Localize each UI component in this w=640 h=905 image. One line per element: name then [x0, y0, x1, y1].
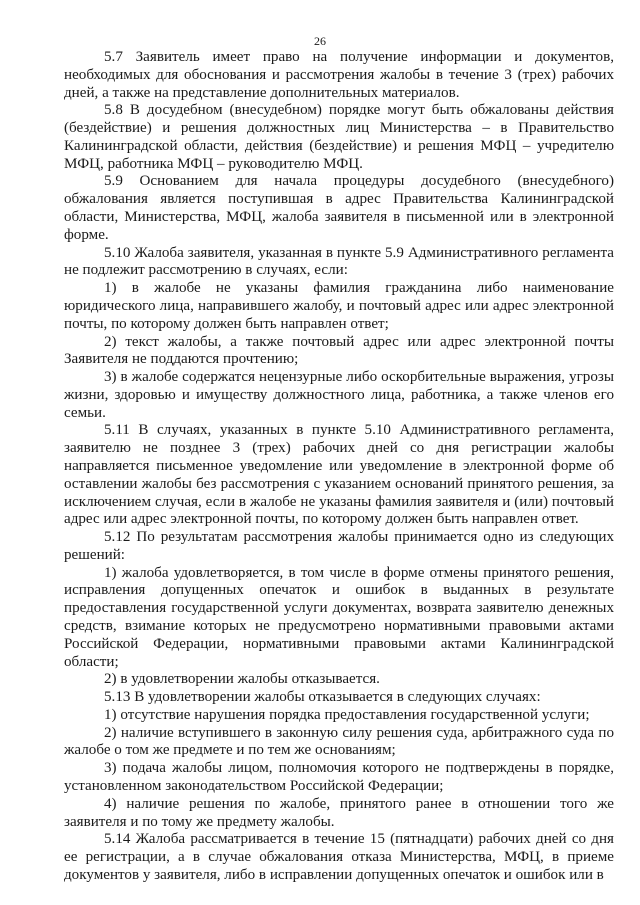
paragraph-5-10-item-2: 2) текст жалобы, а также почтовый адрес или адрес электронной почты Заявителя не поддаются прочтению;: [64, 333, 614, 368]
paragraph-5-10: 5.10 Жалоба заявителя, указанная в пункте 5.9 Административного регламента не подлежит рассмотрению в случаях, если:: [64, 244, 614, 279]
paragraph-5-13-item-1: 1) отсутствие нарушения порядка предоставления государственной услуги;: [104, 706, 590, 723]
paragraph-5-12: 5.12 По результатам рассмотрения жалобы принимается одно из следующих решений:: [64, 529, 614, 563]
paragraph-5-11: 5.11 В случаях, указанных в пункте 5.10 Административного регламента, заявителю не позднее 3 (трех) рабочих дней со дня регистрации жалобы направляется письменное уведомление или уведомление в электронной форме об оставлении жалобы без рассмотрения с указанием оснований принятого решения, за исключением случая, если в жалобе не указаны фамилия заявителя и (или) почтовый адрес или адрес электронной почты, по которому должен быть направлен ответ.: [64, 422, 614, 528]
paragraph-5-13-item-4: 4) наличие решения по жалобе, принятого ранее в отношении того же заявителя и по тому же предмету жалобы.: [64, 795, 614, 830]
paragraph-5-9: 5.9 Основанием для начала процедуры досудебного (внесудебного) обжалования является поступившая в адрес Правительства Калининградской области, Министерства, МФЦ, жалоба заявителя в письменной или в электронной форме.: [64, 173, 614, 243]
paragraph-5-12-item-1: 1) жалоба удовлетворяется, в том числе в форме отмены принятого решения, исправления допущенных опечаток и ошибок в выданных в результате предоставления государственной услуги документах, возврата заявителю денежных средств, взимание которых не предусмотрено нормативными правовыми актами Российской Федерации, нормативными правовыми актами Калининградской области;: [64, 564, 614, 670]
paragraph-5-10-item-1: 1) в жалобе не указаны фамилия гражданина либо наименование юридического лица, направившего жалобу, и почтовый адрес или адрес электронной почты, по которому должен быть направлен ответ;: [64, 280, 614, 332]
paragraph-5-7: 5.7 Заявитель имеет право на получение информации и документов, необходимых для обоснования и рассмотрения жалобы в течение 3 (трех) рабочих дней, а также на представление дополнительных материалов.: [64, 49, 614, 101]
document-body: [64, 49, 614, 885]
paragraph-5-14: 5.14 Жалоба рассматривается в течение 15 (пятнадцати) рабочих дней со дня ее регистрации, а в случае обжалования отказа Министерства, МФЦ, в приеме документов у заявителя, либо в исправлении допущенных опечаток и ошибок или в: [64, 831, 614, 883]
paragraph-5-13-item-3: 3) подача жалобы лицом, полномочия которого не подтверждены в порядке, установленном законодательством Российской Федерации;: [64, 760, 614, 795]
page-number: 26: [314, 34, 326, 48]
paragraph-5-13: 5.13 В удовлетворении жалобы отказывается в следующих случаях:: [104, 689, 541, 706]
paragraph-5-8: 5.8 В досудебном (внесудебном) порядке могут быть обжалованы действия (бездействие) и решения должностных лиц Министерства – в Правительство Калининградской области, действия (бездействие) и решения МФЦ – учредителю МФЦ, работника МФЦ – руководителю МФЦ.: [64, 102, 614, 172]
paragraph-5-10-item-3: 3) в жалобе содержатся нецензурные либо оскорбительные выражения, угрозы жизни, здоровью и имуществу должностного лица, работника, а также членов его семьи.: [64, 369, 614, 421]
paragraph-5-13-item-2: 2) наличие вступившего в законную силу решения суда, арбитражного суда по жалобе о том же предмете и по тем же основаниям;: [64, 724, 614, 759]
paragraph-5-12-item-2: 2) в удовлетворении жалобы отказывается.: [104, 671, 380, 688]
